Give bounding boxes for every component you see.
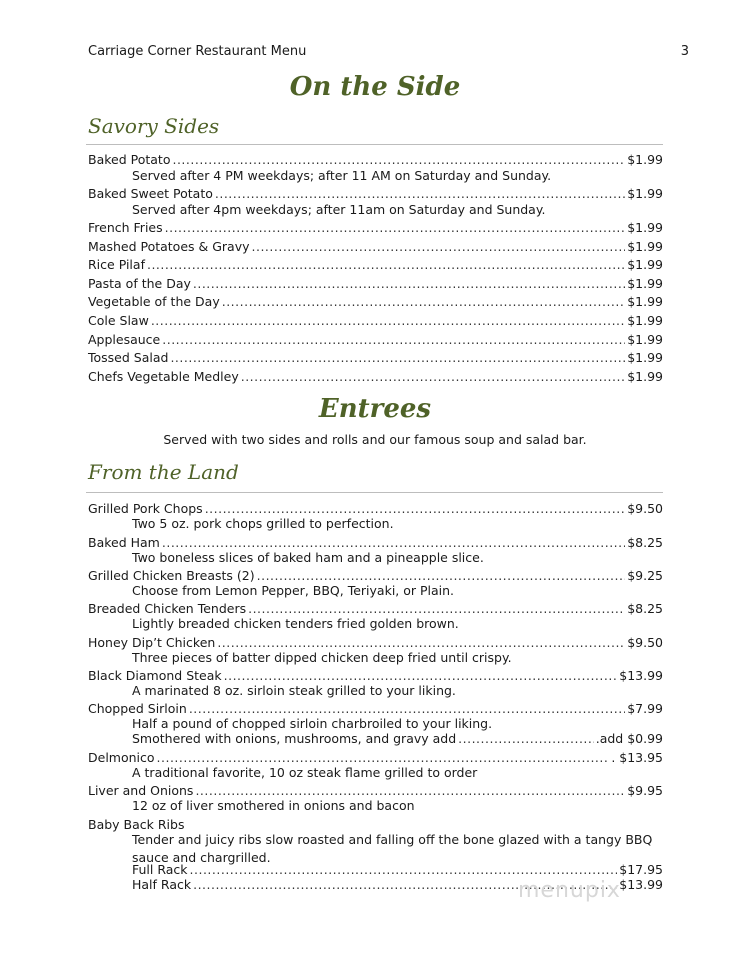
heading-savory-sides: Savory Sides bbox=[88, 114, 220, 138]
divider bbox=[86, 492, 663, 493]
menu-item: Applesauce ..... $1.99 bbox=[88, 331, 663, 349]
menu-item-desc: Half a pound of chopped sirloin charbroiled to your liking. bbox=[132, 716, 493, 731]
menu-item: Honey Dip’t Chicken ..... $9.50 bbox=[88, 634, 663, 652]
menu-item-desc: Two boneless slices of baked ham and a pineapple slice. bbox=[132, 550, 484, 565]
menu-item: Chefs Vegetable Medley ..... $1.99 bbox=[88, 368, 663, 386]
menu-item: Breaded Chicken Tenders ..... $8.25 bbox=[88, 600, 663, 618]
menu-item: Grilled Chicken Breasts (2) ..... $9.25 bbox=[88, 567, 663, 585]
heading-from-the-land: From the Land bbox=[88, 460, 239, 484]
menu-item-desc: Served after 4 PM weekdays; after 11 AM on Saturday and Sunday. bbox=[132, 168, 552, 183]
menu-subitem: Half Rack ..... $13.99 bbox=[132, 876, 663, 894]
menu-item: Rice Pilaf ..... $1.99 bbox=[88, 256, 663, 274]
menu-item: Cole Slaw ..... $1.99 bbox=[88, 312, 663, 330]
menu-item-desc: Three pieces of batter dipped chicken deep fried until crispy. bbox=[132, 650, 512, 665]
page-header bbox=[88, 44, 689, 62]
menu-item-desc: A traditional favorite, 10 oz steak flame grilled to order bbox=[132, 765, 478, 780]
page-number: 3 bbox=[680, 44, 689, 59]
menu-item-desc: A marinated 8 oz. sirloin steak grilled to your liking. bbox=[132, 683, 456, 698]
section-title-entrees: Entrees bbox=[318, 394, 432, 424]
menu-item: Pasta of the Day ..... $1.99 bbox=[88, 275, 663, 293]
menu-item: Liver and Onions ..... $9.95 bbox=[88, 782, 663, 800]
menu-item: Baked Sweet Potato ..... $1.99 bbox=[88, 185, 663, 203]
menu-subitem: Full Rack ..... $17.95 bbox=[132, 861, 663, 879]
menu-item-desc: Two 5 oz. pork chops grilled to perfection. bbox=[132, 516, 394, 531]
divider bbox=[86, 144, 663, 145]
menu-item: Vegetable of the Day ..... $1.99 bbox=[88, 293, 663, 311]
menu-item: Grilled Pork Chops ..... $9.50 bbox=[88, 500, 663, 518]
menu-item-desc: Tender and juicy ribs slow roasted and falling off the bone glazed with a tangy BBQ sauce and chargrilled. bbox=[132, 832, 653, 865]
watermark: menupix bbox=[518, 878, 621, 903]
menu-item-desc: Lightly breaded chicken tenders fried golden brown. bbox=[132, 616, 459, 631]
menu-item-desc: Choose from Lemon Pepper, BBQ, Teriyaki, or Plain. bbox=[132, 583, 455, 598]
menu-item: Baked Potato ..... $1.99 bbox=[88, 151, 663, 169]
entrees-note: Served with two sides and rolls and our famous soup and salad bar. bbox=[163, 432, 587, 447]
menu-item-desc: 12 oz of liver smothered in onions and bacon bbox=[132, 798, 415, 813]
menu-item-desc: Served after 4pm weekdays; after 11am on Saturday and Sunday. bbox=[132, 202, 546, 217]
menu-addon: Smothered with onions, mushrooms, and gravy add ..... .add $0.99 bbox=[132, 730, 663, 748]
menu-item: Black Diamond Steak ..... $13.99 bbox=[88, 667, 663, 685]
menu-item: Tossed Salad ..... $1.99 bbox=[88, 349, 663, 367]
menu-item: Delmonico ..... . $13.95 bbox=[88, 749, 663, 767]
menu-item: French Fries ..... $1.99 bbox=[88, 219, 663, 237]
section-title-side: On the Side bbox=[289, 72, 461, 102]
header-title: Carriage Corner Restaurant Menu bbox=[88, 44, 307, 59]
menu-item: Baked Ham ..... $8.25 bbox=[88, 534, 663, 552]
menu-item: Mashed Potatoes & Gravy ..... $1.99 bbox=[88, 238, 663, 256]
menu-item: Chopped Sirloin ..... $7.99 bbox=[88, 700, 663, 718]
menu-item-name: Baby Back Ribs bbox=[88, 817, 185, 832]
